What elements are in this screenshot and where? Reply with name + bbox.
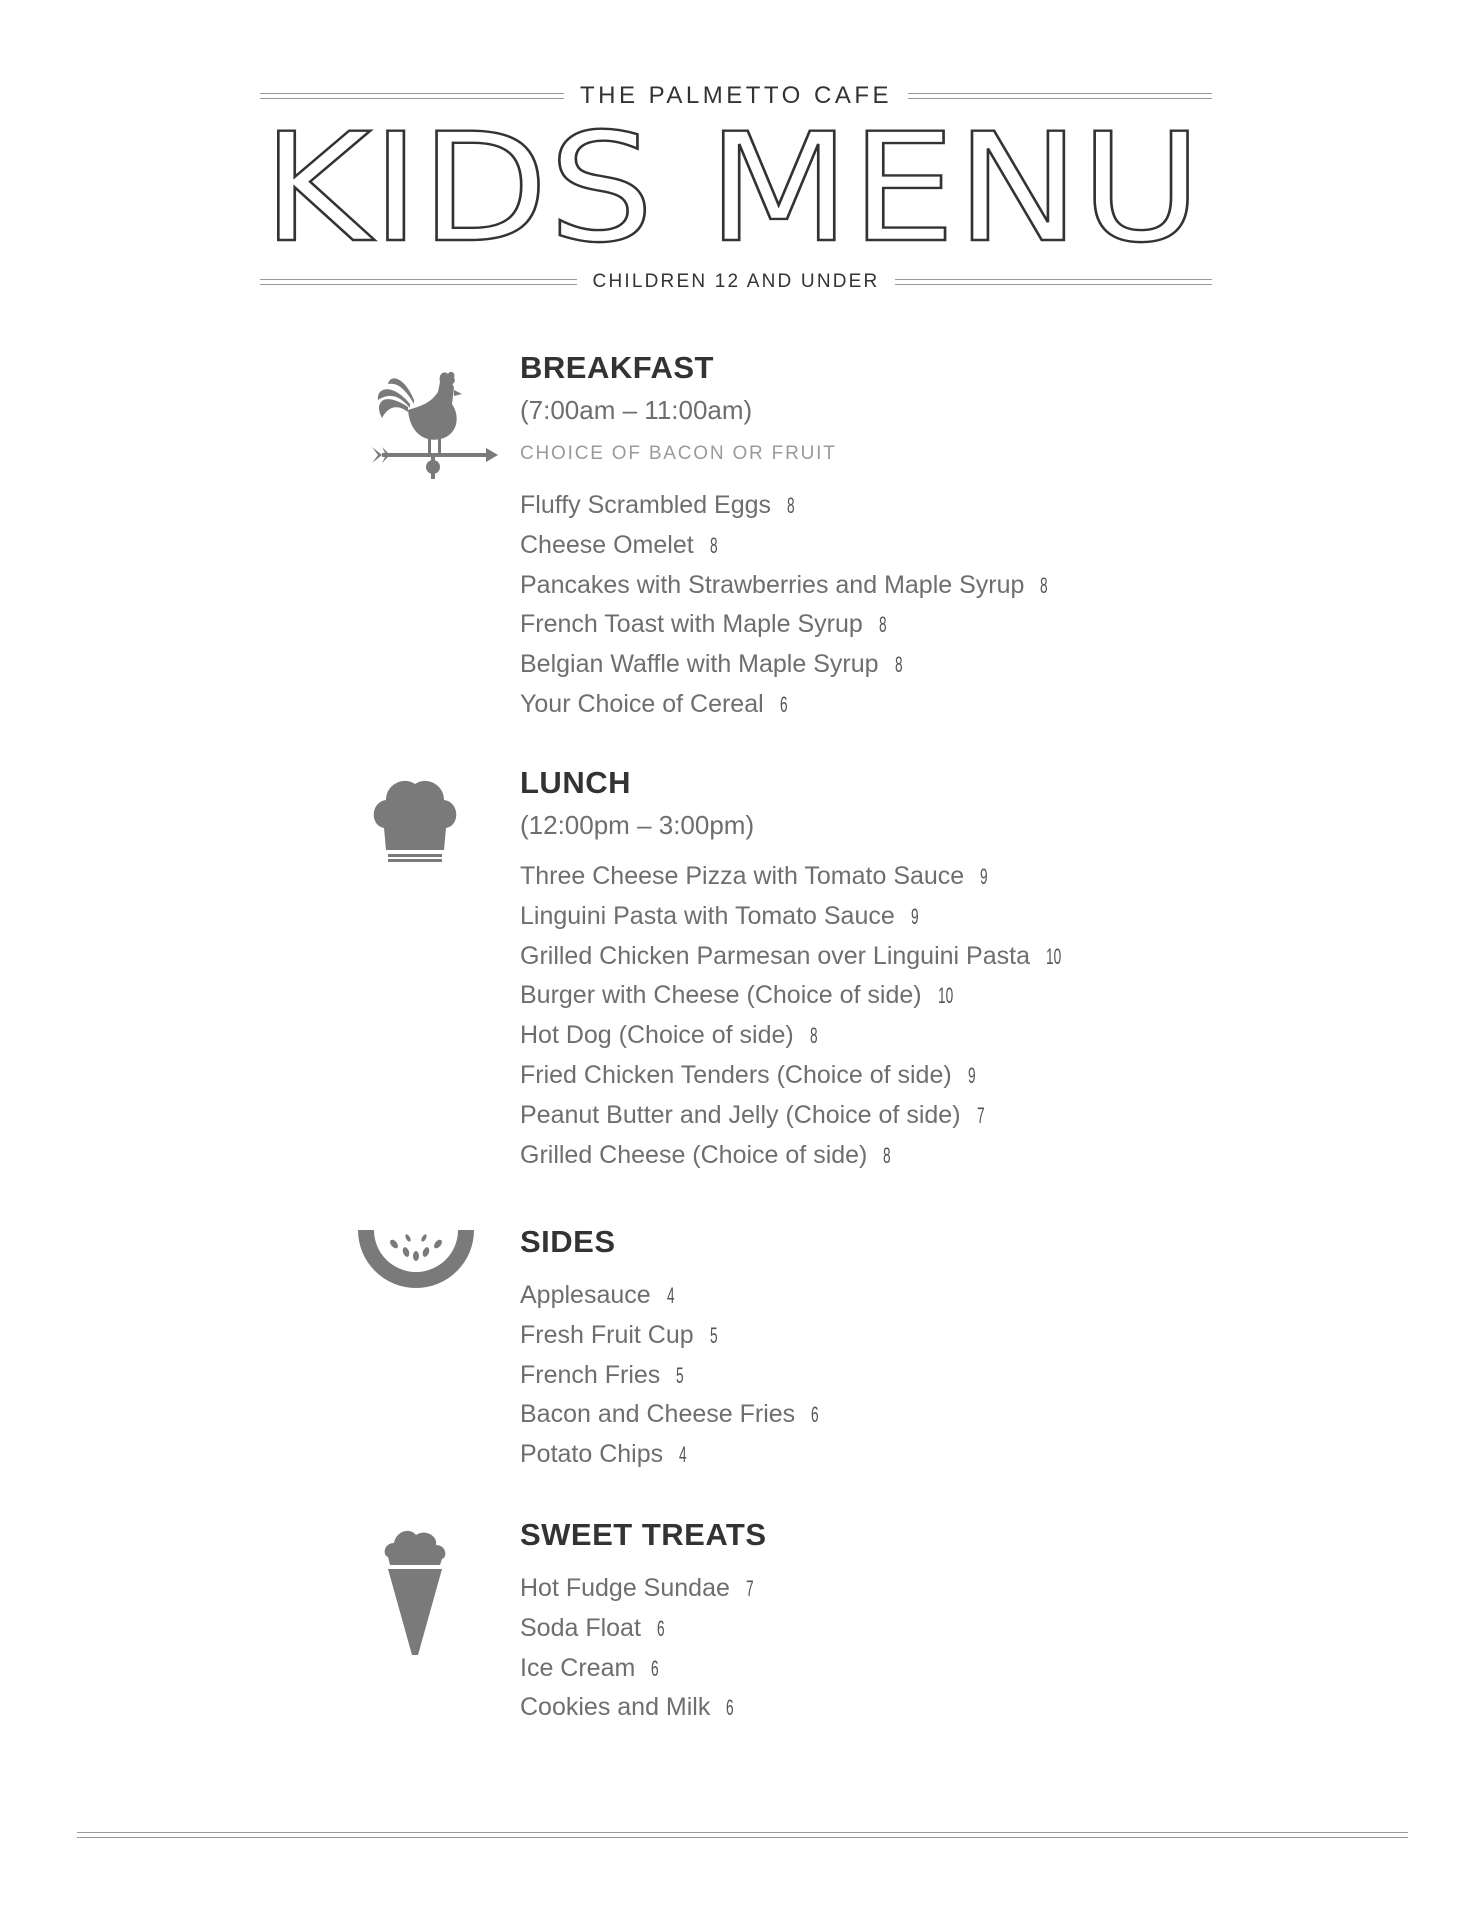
menu-item-price: 8 <box>1040 572 1049 598</box>
menu-item-name: French Toast with Maple Syrup <box>520 610 863 639</box>
menu-item <box>520 897 1070 937</box>
section-hours: (12:00pm – 3:00pm) <box>520 810 755 840</box>
menu-item-price: 8 <box>787 493 795 518</box>
menu-item-price: 8 <box>878 612 887 638</box>
menu-header <box>0 0 1484 300</box>
menu-item <box>520 1435 823 1475</box>
menu-item <box>520 1056 1070 1096</box>
menu-item-name: Cookies and Milk <box>520 1693 711 1722</box>
menu-item-price: 6 <box>656 1615 665 1641</box>
chef-hat-icon <box>370 770 460 875</box>
menu-item <box>520 1356 823 1396</box>
section-title: SWEET TREATS <box>520 1517 767 1552</box>
menu-item <box>520 857 1070 897</box>
menu-item-name: Pancakes with Strawberries and Maple Syrup <box>520 570 1025 599</box>
menu-item-price: 8 <box>809 1023 818 1049</box>
cafe-name-row <box>260 84 1212 108</box>
divider <box>895 279 1212 285</box>
section-title: SIDES <box>520 1224 616 1259</box>
menu-item-name: Hot Dog (Choice of side) <box>520 1021 794 1050</box>
menu-item-price: 10 <box>937 983 953 1009</box>
menu-item <box>520 1688 767 1728</box>
menu-item-price: 6 <box>726 1695 734 1721</box>
menu-item-price: 4 <box>679 1442 687 1468</box>
age-note-row <box>260 270 1212 294</box>
section-note: CHOICE OF BACON OR FRUIT <box>520 443 837 464</box>
menu-item <box>520 1316 823 1356</box>
menu-item-name: Fluffy Scrambled Eggs <box>520 491 772 519</box>
menu-item-name: Ice Cream <box>520 1653 636 1682</box>
menu-item-price: 8 <box>883 1142 891 1168</box>
section-sweet-treats <box>520 1515 767 1728</box>
menu-item-price: 8 <box>894 652 903 678</box>
menu-item-name: Grilled Chicken Parmesan over Linguini Pasta <box>520 941 1030 970</box>
divider <box>908 93 1212 99</box>
menu-item-name: Soda Float <box>520 1613 641 1642</box>
menu-item <box>520 1276 823 1316</box>
divider <box>260 279 577 285</box>
watermelon-slice-icon <box>358 1230 474 1299</box>
menu-item-name: Peanut Butter and Jelly (Choice of side) <box>520 1100 961 1129</box>
menu-item-price: 6 <box>811 1402 819 1428</box>
menu-item <box>520 486 1053 526</box>
menu-item <box>520 645 1053 685</box>
menu-item <box>520 1649 767 1689</box>
rooster-weathervane-icon <box>368 352 498 485</box>
section-hours: (7:00am – 11:00am) <box>520 395 753 425</box>
cafe-name: THE PALMETTO CAFE <box>580 82 892 109</box>
menu-item <box>520 976 1070 1016</box>
menu-item-name: Fried Chicken Tenders (Choice of side) <box>520 1060 952 1089</box>
page-title-text: KIDS MENU <box>262 118 1202 268</box>
page-title <box>262 118 1222 268</box>
menu-item <box>520 1016 1070 1056</box>
footer-divider <box>77 1832 1408 1838</box>
menu-item-name: Your Choice of Cereal <box>520 689 764 718</box>
menu-item-price: 5 <box>676 1362 684 1388</box>
menu-item-price: 4 <box>666 1283 675 1308</box>
menu-item-price: 6 <box>779 691 788 717</box>
section-title: BREAKFAST <box>520 350 714 385</box>
menu-item-name: Applesauce <box>520 1281 651 1309</box>
menu-item-name: Grilled Cheese (Choice of side) <box>520 1140 868 1169</box>
menu-item-price: 9 <box>910 903 919 929</box>
age-note: CHILDREN 12 AND UNDER <box>592 271 880 292</box>
menu-item-name: Cheese Omelet <box>520 530 694 559</box>
menu-item-list <box>520 857 1070 1175</box>
menu-item-price: 7 <box>976 1102 985 1128</box>
menu-item <box>520 526 1053 566</box>
section-lunch <box>520 763 1070 1175</box>
menu-item <box>520 937 1070 977</box>
menu-item <box>520 685 1053 725</box>
menu-item-price: 9 <box>980 864 988 889</box>
menu-item-name: Linguini Pasta with Tomato Sauce <box>520 901 895 930</box>
menu-item-name: Hot Fudge Sundae <box>520 1574 730 1602</box>
menu-item-price: 7 <box>745 1576 754 1601</box>
divider <box>260 93 564 99</box>
menu-item <box>520 1609 767 1649</box>
menu-item-name: Belgian Waffle with Maple Syrup <box>520 650 879 679</box>
menu-item-price: 9 <box>967 1062 976 1088</box>
menu-item <box>520 1395 823 1435</box>
menu-item-name: Potato Chips <box>520 1440 664 1469</box>
menu-item <box>520 566 1053 606</box>
menu-item <box>520 1136 1070 1176</box>
menu-item-name: Fresh Fruit Cup <box>520 1320 694 1349</box>
menu-item-price: 8 <box>709 532 718 558</box>
menu-item-name: Burger with Cheese (Choice of side) <box>520 981 922 1010</box>
menu-item-name: Bacon and Cheese Fries <box>520 1400 796 1429</box>
menu-item <box>520 1569 767 1609</box>
section-sides <box>520 1222 823 1475</box>
menu-item <box>520 1096 1070 1136</box>
section-breakfast <box>520 348 1053 725</box>
menu-item-list <box>520 486 1053 725</box>
section-title: LUNCH <box>520 765 631 800</box>
menu-item-price: 6 <box>651 1655 659 1681</box>
menu-item-price: 5 <box>709 1322 718 1348</box>
menu-item-name: French Fries <box>520 1360 661 1389</box>
ice-cream-cone-icon <box>382 1525 448 1662</box>
menu-item-list <box>520 1276 823 1475</box>
menu-item-name: Three Cheese Pizza with Tomato Sauce <box>520 862 965 890</box>
menu-item <box>520 605 1053 645</box>
menu-item-price: 10 <box>1045 943 1062 969</box>
menu-item-list <box>520 1569 767 1728</box>
